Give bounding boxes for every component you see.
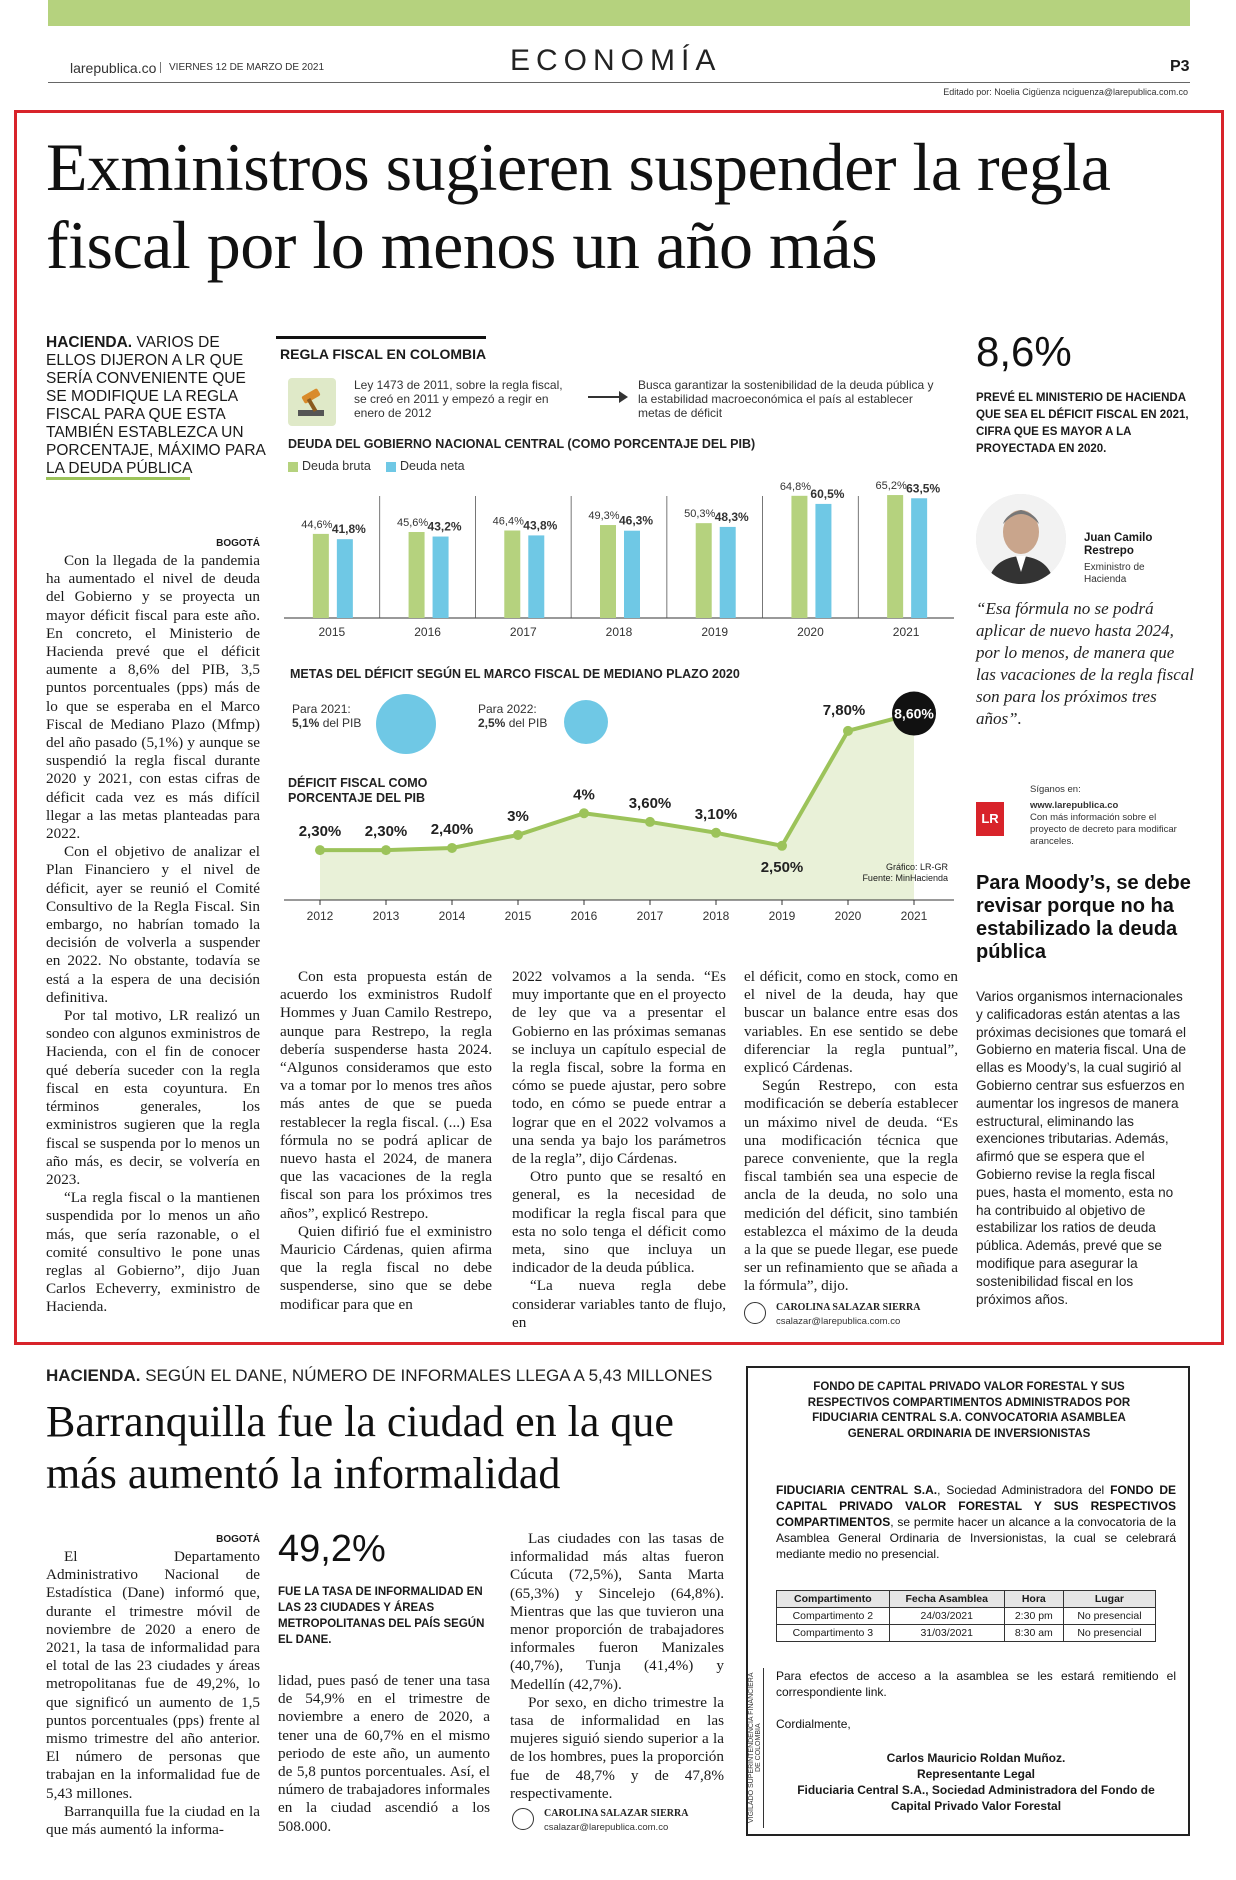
data-point [381,845,391,855]
data-label: 2,50% [760,858,804,876]
lead-rule [46,477,190,480]
notice-text: , se permite hacer un alcance a la convocatoria de la Asamblea General Ordinaria de Inversionistas, la cual se celebrará mediante medio no presencial. [776,1515,1176,1561]
x-tick-label: 2015 [318,625,346,639]
x-tick-label: 2020 [834,909,862,923]
notice-closing: Cordialmente, [776,1717,851,1731]
x-tick-label: 2016 [570,909,598,923]
data-label: 43,2% [427,519,462,534]
bar [409,532,425,618]
metas-title: METAS DEL DÉFICIT SEGÚN EL MARCO FISCAL DE MEDIANO PLAZO 2020 [290,667,740,681]
x-tick-label: 2021 [900,909,928,923]
data-label: 48,3% [714,509,749,524]
data-label: 4% [573,786,595,804]
signer-name: Carlos Mauricio Roldan Muñoz. [886,1751,1066,1765]
table-header: Compartimento [777,1591,890,1608]
x-tick-label: 2015 [504,909,532,923]
table-cell: 2:30 pm [1004,1608,1063,1625]
x-tick-label: 2017 [636,909,664,923]
article2-column-2 [278,1672,490,1836]
editor-credit: Editado por: Noelia Cigüenza nciguenza@larepublica.com.co [943,87,1188,97]
x-tick-label: 2018 [605,625,633,639]
data-label: 2,30% [298,823,342,841]
data-point [843,726,853,736]
debt-bar-chart [284,476,954,642]
article1-dateline: BOGOTÁ [216,538,260,549]
article2-column-1 [46,1548,260,1839]
data-label: 43,8% [523,518,558,533]
bar [528,535,544,618]
table-header-row [777,1591,1156,1608]
data-point [711,828,721,838]
x-tick-label: 2012 [306,909,334,923]
table-cell: Compartimento 3 [777,1625,890,1642]
article1-column-3 [512,968,726,1332]
bar [337,539,353,618]
article1-lead [46,334,266,478]
notice-signature [776,1750,1176,1814]
x-tick-label: 2019 [768,909,796,923]
notice-paragraph [776,1482,1176,1562]
data-point [645,817,655,827]
signer-company: Fiduciaria Central S.A., Sociedad Administradora del Fondo de Capital Privado Valor Forestal [797,1783,1155,1813]
data-point [513,830,523,840]
moody-body: Varios organismos internacionales y calificadoras están atentas a las próximas decisiones que tomará el Gobierno en materia fiscal. Una de ellas es Moody’s, la cual sugirió al Gobierno centrar sus esfuerzos en aumentar los ingresos de manera estructural, eliminando las exenciones tributarias. Además, afirmó que se espera que el Gobierno revise la regla fiscal pues, hasta el momento, esta no ha contribuido al objetivo de estabilizar los ratios de deuda pública. Además, prevé que se modifique para asegurar la sostenibilidad fiscal en los próximos años. [976,989,1187,1307]
article2-headline: Barranquilla fue la ciudad en la que más aumentó la informalidad [46,1397,674,1498]
person-role: Exministro de Hacienda [1084,562,1145,585]
person-name: Juan Camilo Restrepo [1084,532,1153,557]
paragraph: Con el objetivo de analizar el Plan Financiero y el nivel de déficit, ayer se reunió el Comité Consultivo de la Regla Fiscal. Sin embargo, no habrían tomado la decisión de volverla a suspender en 2022. No obstante, todavía se está a la espera de una decisión definitiva. [46,843,260,1006]
paragraph: Las ciudades con las tasas de informalidad más altas fueron Cúcuta (72,5%), Santa Marta (65,3%) y Sincelejo (64,8%). Mientras que las que tuvieron una menor proporción de trabajadores informales fueron Manizales (40,7%), Tunja (41,4%) y Medellín (42,7%). [510,1530,724,1693]
x-tick-label: 2017 [509,625,537,639]
article2-column-3 [510,1530,724,1803]
pull-quote: “Esa fórmula no se podrá aplicar de nuevo hasta 2024, por lo menos, de manera que las vacaciones de la regla fiscal son para los próximos tres años”. [976,599,1194,728]
bar-chart-title: DEUDA DEL GOBIERNO NACIONAL CENTRAL (COMO PORCENTAJE DEL PIB) [288,437,756,451]
sidebar-big-caption: PREVÉ EL MINISTERIO DE HACIENDA QUE SEA EL DÉFICIT FISCAL EN 2021, CIFRA QUE ES MAYOR A LA PROYECTADA EN 2020. [976,392,1189,455]
paragraph: Según Restrepo, con esta modificación se debería establecer un máximo nivel de deuda. “Es una modificación técnica que parece conveniente, que la regla fiscal también sea una especie de ancla de la deuda, no solo una medición del déficit, sino también establezca el máximo de la deuda a la que se puede llegar, ese puede ser un refinamiento que se añada a la fórmula”, dijo. [744,1077,958,1295]
article1-column-2 [280,968,492,1314]
data-label: 3% [507,807,529,825]
section-title: ECONOMÍA [510,44,722,77]
data-label: 46,4% [492,515,524,528]
notice-access-text: Para efectos de acceso a la asamblea se les estará remitiendo el correspondiente link. [776,1669,1176,1699]
author-icon [512,1808,534,1830]
article2-tag-text: SEGÚN EL DANE, NÚMERO DE INFORMALES LLEGA A 5,43 MILLONES [145,1366,713,1385]
graphic-title-bar [276,336,486,339]
graphic-credits [834,862,948,884]
graphic-source: Fuente: MinHacienda [862,873,948,883]
data-label: 50,3% [684,508,716,521]
table-cell: Compartimento 2 [777,1608,890,1625]
table-row [777,1608,1156,1625]
signer-role: Representante Legal [916,1767,1036,1781]
notice-bold: FONDO DE CAPITAL PRIVADO VALOR FORESTAL Y SUS RESPECTIVOS COMPARTIMENTOS [776,1483,1177,1529]
article1-column-4 [744,968,958,1296]
lr-logo: LR [976,802,1004,836]
bar [815,504,831,618]
x-tick-label: 2021 [892,625,920,639]
data-label: 3,60% [628,794,672,812]
x-tick-label: 2014 [438,909,466,923]
follow-site-link[interactable]: www.larepublica.co [1030,800,1119,811]
paragraph: lidad, pues pasó de tener una tasa de 54,9% en el trimestre de noviembre a enero de 2020, a tener una de 60,7% en el mismo periodo de este año, un aumento de 5,8 puntos porcentuales. Así, el número de trabajadores informales en la ciudad ascendió a los 508.000. [278,1672,490,1835]
deficit-area [320,714,914,900]
table-cell: 8:30 am [1004,1625,1063,1642]
table-header: Hora [1004,1591,1063,1608]
arrow-right-icon [588,396,626,398]
legend-swatch [288,462,298,472]
paragraph: Barranquilla fue la ciudad en la que más aumentó la informa- [46,1802,260,1839]
masthead-rule [48,82,1190,83]
data-label: 64,8% [779,480,812,493]
bar [624,531,640,618]
x-tick-label: 2018 [702,909,730,923]
bar [911,498,927,618]
legend-label: Deuda bruta [302,459,371,473]
article2-big-number: 49,2% [278,1528,386,1570]
follow-label: Síganos en: [1030,784,1081,795]
meta-2022-label: Para 2022: [478,702,537,716]
law-description: Ley 1473 de 2011, sobre la regla fiscal, se creó en 2011 y empezó a regir en enero de 2012 [354,378,563,420]
table-cell: 24/03/2021 [889,1608,1004,1625]
data-label: 41,8% [331,522,366,537]
sidebar-big-number: 8,6% [976,328,1072,375]
article1-byline: CAROLINA SALAZAR SIERRA [776,1302,921,1313]
meta-2022-value: 2,5% [478,716,506,730]
data-label: 65,2% [875,480,907,493]
data-label: 2,40% [430,820,474,838]
table-cell: 31/03/2021 [889,1625,1004,1642]
data-label: 46,3% [618,513,654,528]
data-point [777,841,787,851]
deficit-area-chart [284,686,954,928]
notice-text: , Sociedad Administradora del [937,1483,1111,1497]
x-tick-label: 2016 [414,625,441,639]
legend-swatch [386,462,396,472]
legend-gross-debt [288,459,371,473]
data-label: 49,3% [588,510,620,523]
table-header: Lugar [1063,1591,1155,1608]
paragraph: Por sexo, en dicho trimestre la tasa de informalidad en las mujeres siguió siendo superior a la de los hombres, pues la proporción fue de 48,7% y de 47,8% respectivamente. [510,1693,724,1802]
follow-text: Con más información sobre el proyecto de decreto para modificar aranceles. [1030,812,1177,847]
article1-column-1 [46,552,260,1317]
article2-byline-email[interactable]: csalazar@larepublica.com.co [544,1822,669,1833]
notice-bold: FIDUCIARIA CENTRAL S.A. [776,1483,938,1497]
data-label: 8,60% [894,705,934,722]
data-label: 44,6% [301,518,333,531]
table-cell: No presencial [1063,1608,1155,1625]
bar [504,531,520,618]
bar [720,527,736,618]
deficit-chart-title: DÉFICIT FISCAL COMO PORCENTAJE DEL PIB [288,776,428,805]
paragraph: 2022 volvamos a la senda. “Es muy importante que en el proyecto de ley que va a presentar el Gobierno en las próximas semanas se incluya un capítulo especial de la regla fiscal, sobre la forma en cómo se puede ajustar, pero sobre todo, en cómo se puede entrar a lograr que en el 2022 volvamos a una senda ya bajo los parámetros de la regla”, dijo Cárdenas. [512,968,726,1168]
gavel-icon [288,378,336,426]
bar [433,537,449,618]
paragraph: Con esta propuesta están de acuerdo los exministros Rudolf Hommes y Juan Camilo Restrepo, aunque para Restrepo, la regla debería suspenderse hasta 2024. “Algunos consideramos que esto va a tomar por lo menos tres años más antes de que se pueda restablecer la regla fiscal. (...) Esa fórmula no se podrá aplicar de nuevo hasta el 2024, de manera que las vacaciones de la regla fiscal son para los próximos tres años”, explicó Restrepo. [280,968,492,1222]
x-tick-label: 2020 [797,625,824,639]
paragraph: Por tal motivo, LR realizó un sondeo con algunos exministros de Hacienda, con el fin de conocer qué debería suceder con la regla fiscal en esta coyuntura. En términos generales, los exministros sugieren que la regla fiscal se suspenda por lo menos un año más, es decir, se volvería en 2023. [46,1007,260,1188]
graphic-title: REGLA FISCAL EN COLOMBIA [280,346,487,362]
data-label: 45,6% [396,517,429,530]
x-tick-label: 2019 [701,625,729,639]
article2-tag [46,1366,712,1386]
bar [313,534,329,618]
article1-lead-text: VARIOS DE ELLOS DIJERON A LR QUE SERÍA CONVENIENTE QUE SE MODIFIQUE LA REGLA FISCAL PARA QUE ESTA TAMBIÉN ESTABLEZCA UN PORCENTAJE, MÁXIMO PARA LA DEUDA PÚBLICA [46,334,266,477]
paragraph: “La regla fiscal o la mantienen suspendida por lo menos un año más, que sería razonable, o el comité consultivo le pone unas reglas al Gobierno”, dijo Juan Carlos Echeverry, exministro de Hacienda. [46,1189,260,1316]
paragraph: Con la llegada de la pandemia ha aumentado el nivel de deuda del Gobierno y se proyecta un mayor déficit fiscal para este año. En concreto, el Ministerio de Hacienda prevé que el déficit aumente a 8,6% del PIB, 3,5 puntos porcentuales (pps) más de lo que se esperaba en el Marco Fiscal de Mediano Plazo (Mfmp) del año pasado (5,1%) y aunque se suspendió la regla fiscal durante 2020 y 2021, con estas cifras de déficit cada vez es más difícil llegar a las metas planteadas para 2022. [46,552,260,843]
table-header: Fecha Asamblea [889,1591,1004,1608]
bar [696,523,712,618]
paragraph: “La nueva regla debe considerar variables tanto de flujo, en [512,1277,726,1331]
assembly-table [776,1590,1156,1642]
legend-label: Deuda neta [400,459,465,473]
x-tick-label: 2013 [372,909,400,923]
meta-2022-suffix: del PIB [508,716,548,730]
article1-tag: HACIENDA. [46,334,133,351]
paragraph: Otro punto que se resaltó en general, es la necesidad de modificar la regla fiscal para que esta no solo tenga el déficit como meta, sino que incluya un indicador de la deuda pública. [512,1168,726,1277]
data-label: 63,5% [906,481,941,496]
masthead-site: larepublica.co [70,60,157,76]
supervision-mark: VIGILADO SUPERINTENDENCIA FINANCIERA DE COLOMBIA [748,1668,764,1828]
meta-2021-suffix: del PIB [322,716,362,730]
article1-byline-email[interactable]: csalazar@larepublica.com.co [776,1316,901,1327]
article2-big-caption: FUE LA TASA DE INFORMALIDAD EN LAS 23 CIUDADES Y ÁREAS METROPOLITANAS DEL PAÍS SEGÚN EL DANE. [278,1586,485,1646]
graphic-credit: Gráfico: LR-GR [885,862,948,872]
bar [887,495,903,618]
paragraph: el déficit, como en stock, como en el nivel de la deuda, hay que buscar un balance entre esas dos variables. En ese sentido se debe diferenciar la regla puntual”, explicó Cárdenas. [744,968,958,1077]
table-cell: No presencial [1063,1625,1155,1642]
moody-title: Para Moody’s, se debe revisar porque no ha estabilizado la deuda pública [976,872,1191,963]
legend-net-debt [386,459,465,473]
meta-2021-value: 5,1% [292,716,320,730]
article2-dateline: BOGOTÁ [216,1534,260,1545]
bar [791,496,807,618]
paragraph: El Departamento Administrativo Nacional de Estadística (Dane) informó que, durante el trimestre móvil de noviembre de 2020 a enero de 2021, la tasa de informalidad para el total de las 23 ciudades y áreas metropolitanas fue de 49,2%, lo que significó un aumento de 1,5 puntos porcentuales (pps) frente al mismo trimestre del año anterior. El número de personas que trabajan en la informalidad fue de 5,43 millones. [46,1548,260,1802]
author-icon [744,1302,766,1324]
data-label: 60,5% [810,486,845,501]
data-label: 7,80% [822,701,866,719]
data-label: 2,30% [364,823,408,841]
data-point [447,843,457,853]
data-point [315,845,325,855]
avatar [976,494,1066,584]
top-color-bar [48,0,1190,26]
article1-headline: Exministros sugieren suspender la regla fiscal por lo menos un año más [46,129,1111,283]
data-label: 3,10% [694,805,738,823]
bar [600,525,616,618]
article2-tag-label: HACIENDA. [46,1366,141,1385]
page-number: P3 [1170,58,1190,75]
data-point [579,808,589,818]
masthead-date: VIERNES 12 DE MARZO DE 2021 [160,62,324,73]
article2-byline: CAROLINA SALAZAR SIERRA [544,1808,689,1819]
notice-heading: FONDO DE CAPITAL PRIVADO VALOR FORESTAL Y SUS RESPECTIVOS COMPARTIMENTOS ADMINISTRADOS POR FIDUCIARIA CENTRAL S.A. CONVOCATORIA ASAMBLEA GENERAL ORDINARIA DE INVERSIONISTAS [807,1381,1131,1440]
table-row [777,1625,1156,1642]
meta-2021-label: Para 2021: [292,702,351,716]
law-goal: Busca garantizar la sostenibilidad de la deuda pública y la estabilidad macroeconómica el país al establecer metas de déficit [638,378,934,420]
paragraph: Quien difirió fue el exministro Mauricio Cárdenas, quien afirma que la regla fiscal no debe suspenderse, sino que se debe modificar para que en [280,1222,492,1313]
